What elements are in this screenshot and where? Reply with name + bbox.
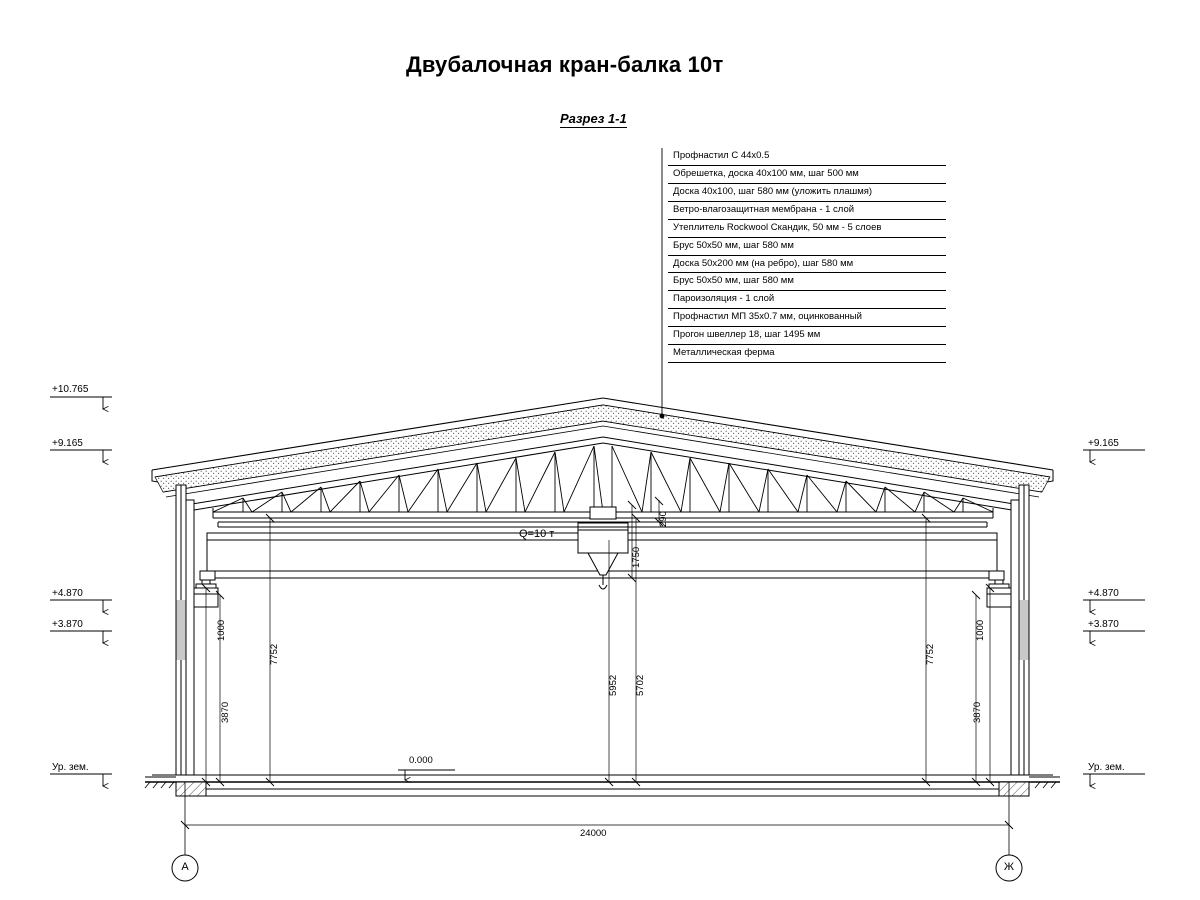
level-mark-right-3: Ур. зем.: [1088, 762, 1125, 773]
table-row: [668, 183, 946, 201]
level-mark-right-1: +4.870: [1088, 588, 1119, 599]
table-row: [668, 345, 946, 363]
table-row: [668, 237, 946, 255]
spec-row-6: Доска 50х200 мм (на ребро), шаг 580 мм: [668, 255, 946, 273]
level-mark-right-0: +9.165: [1088, 438, 1119, 449]
spec-row-5: Брус 50х50 мм, шаг 580 мм: [668, 237, 946, 255]
spec-row-11: Металлическая ферма: [668, 345, 946, 363]
overall-width-dim: 24000: [580, 828, 607, 839]
spec-row-8: Пароизоляция - 1 слой: [668, 291, 946, 309]
dim-5702: 5702: [635, 674, 646, 696]
table-row: [668, 148, 946, 165]
level-mark-left-1: +9.165: [52, 438, 83, 449]
dim-5952: 5952: [608, 674, 619, 696]
spec-row-1: Обрешетка, доска 40х100 мм, шаг 500 мм: [668, 165, 946, 183]
level-mark-right-2: +3.870: [1088, 619, 1119, 630]
dim-left-1000: 1000: [216, 619, 227, 641]
page-title: Двубалочная кран-балка 10т: [406, 52, 724, 77]
spec-row-4: Утеплитель Rockwool Скандик, 50 мм - 5 слоев: [668, 219, 946, 237]
roof-spec-table: [668, 148, 946, 363]
spec-row-2: Доска 40х100, шаг 580 мм (уложить плашмя): [668, 183, 946, 201]
spec-row-7: Брус 50х50 мм, шаг 580 мм: [668, 273, 946, 291]
zero-level-label: 0.000: [409, 755, 433, 766]
table-row: [668, 291, 946, 309]
crane-load-label: Q=10 т: [519, 528, 555, 540]
dim-left-7752: 7752: [269, 643, 280, 665]
table-row: [668, 273, 946, 291]
dim-right-3870: 3870: [972, 701, 983, 723]
dim-1750: 1750: [631, 546, 642, 568]
level-mark-left-2: +4.870: [52, 588, 83, 599]
spec-row-3: Ветро-влагозащитная мембрана - 1 слой: [668, 201, 946, 219]
axis-bubble-a: А: [181, 861, 189, 873]
level-mark-left-4: Ур. зем.: [52, 762, 89, 773]
dim-290: 290: [658, 511, 669, 527]
table-row: [668, 309, 946, 327]
table-row: [668, 201, 946, 219]
spec-row-0: Профнастил С 44х0.5: [668, 148, 946, 165]
section-subtitle: Разрез 1-1: [560, 111, 627, 126]
table-row: [668, 165, 946, 183]
table-row: [668, 255, 946, 273]
spec-row-9: Профнастил МП 35х0.7 мм, оцинкованный: [668, 309, 946, 327]
table-row: [668, 219, 946, 237]
table-row: [668, 327, 946, 345]
axis-bubble-zh: Ж: [1003, 861, 1015, 873]
dim-right-7752: 7752: [925, 643, 936, 665]
level-mark-left-0: +10.765: [52, 384, 89, 395]
dim-left-3870: 3870: [220, 701, 231, 723]
dim-right-1000: 1000: [975, 619, 986, 641]
level-mark-left-3: +3.870: [52, 619, 83, 630]
spec-row-10: Прогон швеллер 18, шаг 1495 мм: [668, 327, 946, 345]
